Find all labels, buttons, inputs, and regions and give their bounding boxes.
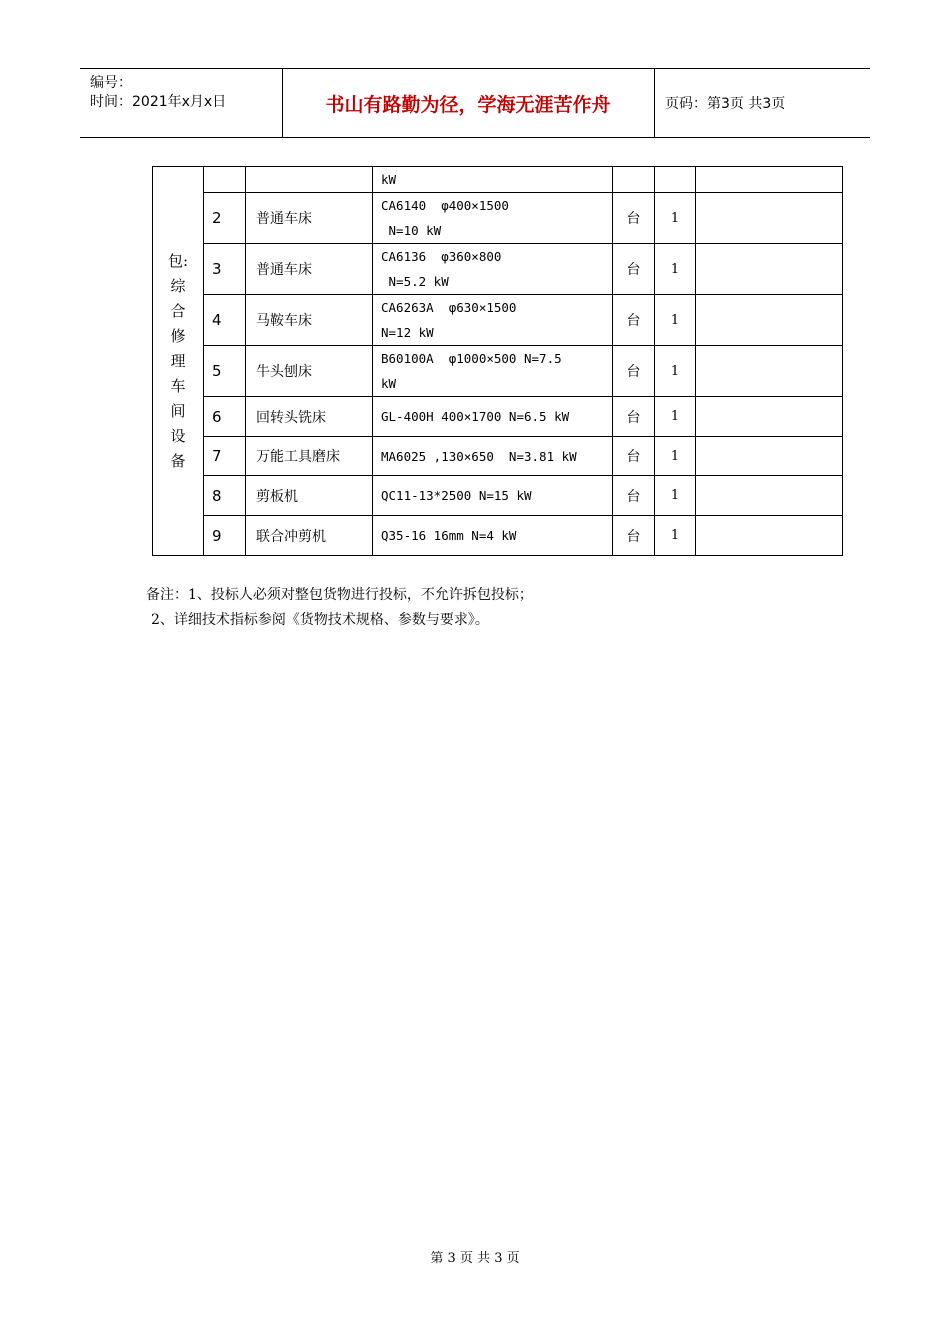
header-page-info: 页码：第3页 共3页 — [665, 96, 786, 112]
item-spec — [373, 476, 613, 516]
item-remark — [696, 346, 843, 397]
item-remark — [696, 437, 843, 476]
spec-line: B60100A φ1000×500 N=7.5 — [381, 351, 562, 366]
category-char: 合 — [170, 301, 186, 320]
item-number: 5 — [204, 346, 246, 397]
item-unit: 台 — [613, 476, 655, 516]
spec-line: CA6263A φ630×1500 — [381, 300, 517, 315]
time-label: 时间：2021年x月x日 — [90, 94, 227, 110]
item-number: 3 — [204, 244, 246, 295]
category-char: 包: — [167, 251, 189, 270]
item-spec — [373, 295, 613, 346]
item-quantity: 1 — [655, 476, 696, 516]
spec-line: CA6136 φ360×800 — [381, 249, 502, 264]
category-char: 综 — [170, 276, 186, 295]
category-char: 间 — [170, 401, 186, 420]
category-char: 车 — [170, 376, 186, 395]
item-unit: 台 — [613, 295, 655, 346]
spec-line: Q35-16 16mm N=4 kW — [381, 528, 517, 543]
item-name: 牛头刨床 — [246, 346, 373, 397]
category-char: 修 — [170, 326, 186, 345]
item-unit: 台 — [613, 397, 655, 437]
equipment-table — [152, 166, 843, 556]
item-unit: 台 — [613, 346, 655, 397]
item-quantity: 1 — [655, 516, 696, 556]
item-remark — [696, 167, 843, 193]
item-quantity: 1 — [655, 244, 696, 295]
item-name — [246, 167, 373, 193]
item-spec — [373, 397, 613, 437]
item-name: 普通车床 — [246, 193, 373, 244]
spec-line: N=12 kW — [381, 325, 434, 340]
page-header — [80, 68, 870, 138]
table-row — [153, 295, 843, 346]
serial-label: 编号： — [90, 75, 132, 91]
spec-line: MA6025 ,130×650 N=3.81 kW — [381, 448, 577, 464]
header-meta — [80, 69, 283, 137]
item-number — [204, 167, 246, 193]
note-line-2: 2、详细技术指标参阅《货物技术规格、参数与要求》。 — [151, 612, 489, 628]
table-row — [153, 476, 843, 516]
item-name: 回转头铣床 — [246, 397, 373, 437]
item-number: 8 — [204, 476, 246, 516]
table-row — [153, 437, 843, 476]
spec-line: kW — [381, 376, 397, 391]
item-remark — [696, 193, 843, 244]
category-cell — [153, 167, 204, 556]
item-remark — [696, 476, 843, 516]
spec-line: N=10 kW — [381, 223, 442, 238]
item-remark — [696, 516, 843, 556]
item-number: 6 — [204, 397, 246, 437]
item-spec — [373, 167, 613, 193]
item-name: 剪板机 — [246, 476, 373, 516]
table-row — [153, 397, 843, 437]
item-unit: 台 — [613, 516, 655, 556]
item-quantity: 1 — [655, 397, 696, 437]
category-char: 理 — [170, 351, 186, 370]
item-number: 9 — [204, 516, 246, 556]
item-quantity — [655, 167, 696, 193]
item-unit: 台 — [613, 193, 655, 244]
item-spec — [373, 437, 613, 476]
item-remark — [696, 397, 843, 437]
header-slogan: 书山有路勤为径，学海无涯苦作舟 — [282, 69, 655, 137]
spec-line: QC11-13*2500 N=15 kW — [381, 488, 532, 503]
item-unit — [613, 167, 655, 193]
item-remark — [696, 295, 843, 346]
item-spec — [373, 244, 613, 295]
spec-line: CA6140 φ400×1500 — [381, 198, 509, 213]
spec-line: N=5.2 kW — [381, 274, 449, 289]
item-name: 马鞍车床 — [246, 295, 373, 346]
item-quantity: 1 — [655, 346, 696, 397]
item-quantity: 1 — [655, 295, 696, 346]
item-quantity: 1 — [655, 193, 696, 244]
item-remark — [696, 244, 843, 295]
item-name: 万能工具磨床 — [246, 437, 373, 476]
table-row — [153, 193, 843, 244]
note-line-1: 备注：1、投标人必须对整包货物进行投标，不允许拆包投标； — [146, 587, 533, 603]
table-row — [153, 516, 843, 556]
item-quantity: 1 — [655, 437, 696, 476]
item-spec — [373, 346, 613, 397]
table-row — [153, 167, 843, 193]
item-unit: 台 — [613, 437, 655, 476]
item-unit: 台 — [613, 244, 655, 295]
table-row — [153, 346, 843, 397]
item-spec — [373, 193, 613, 244]
table-row — [153, 244, 843, 295]
spec-line: kW — [381, 172, 397, 187]
category-char: 备 — [170, 451, 186, 470]
item-spec — [373, 516, 613, 556]
spec-line: GL-400H 400×1700 N=6.5 kW — [381, 409, 570, 424]
item-name: 普通车床 — [246, 244, 373, 295]
item-number: 4 — [204, 295, 246, 346]
category-char: 设 — [170, 426, 186, 445]
item-number: 7 — [204, 437, 246, 476]
item-name: 联合冲剪机 — [246, 516, 373, 556]
page-footer: 第 3 页 共 3 页 — [430, 1251, 520, 1266]
item-number: 2 — [204, 193, 246, 244]
